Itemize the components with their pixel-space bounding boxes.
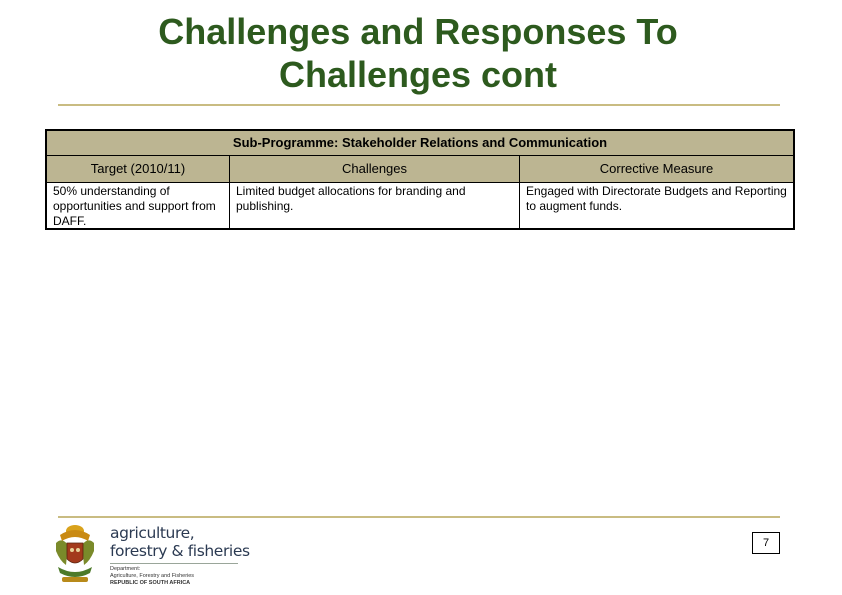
cell-target: 50% understanding of opportunities and support from DAFF. — [53, 184, 216, 228]
table-header-row — [47, 156, 793, 183]
table-banner: Sub-Programme: Stakeholder Relations and Communication — [47, 131, 793, 156]
footer-divider — [58, 516, 780, 518]
logo-department-label: Department: — [110, 566, 141, 572]
column-divider — [519, 156, 520, 230]
title-line-2: Challenges cont — [278, 54, 558, 95]
logo-line-2: forestry & fisheries — [110, 542, 250, 560]
logo-line-1: agriculture, — [110, 524, 195, 542]
logo-text — [110, 524, 250, 587]
challenges-table — [45, 129, 795, 230]
department-logo — [52, 521, 252, 589]
column-divider — [229, 156, 230, 230]
title-line-1: Challenges and Responses To — [158, 11, 678, 52]
logo-country: REPUBLIC OF SOUTH AFRICA — [110, 580, 191, 586]
header-corrective-measure: Corrective Measure — [599, 161, 714, 176]
page-number: 7 — [752, 532, 780, 554]
cell-challenges: Limited budget allocations for branding and publishing. — [236, 184, 466, 213]
slide-title — [60, 10, 776, 96]
coat-of-arms-icon — [52, 521, 98, 585]
title-divider — [58, 104, 780, 106]
cell-corrective-measure: Engaged with Directorate Budgets and Reporting to augment funds. — [526, 184, 787, 213]
logo-department-name: Agriculture, Forestry and Fisheries — [110, 573, 195, 579]
logo-separator — [110, 563, 238, 564]
header-challenges: Challenges — [341, 161, 408, 176]
header-target: Target (2010/11) — [90, 161, 186, 176]
